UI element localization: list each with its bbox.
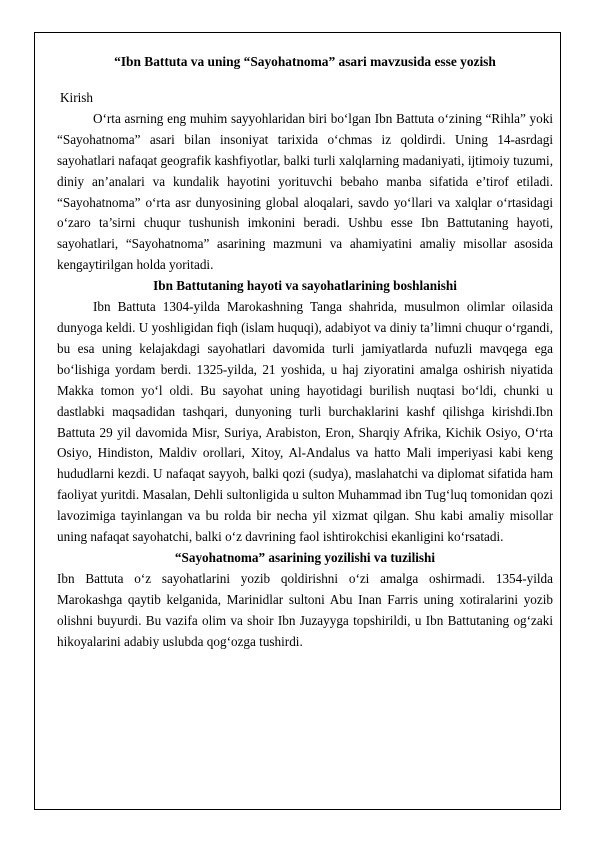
section2-paragraph: Ibn Battuta o‘z sayohatlarini yozib qoldirishni o‘zi amalga oshirmadi. 1354-yilda Marokashga qaytib kelganida, Marinidlar sultoni Abu Inan Farris uning xotiralarini yozib olishni buyurdi. Bu vazifa olim va shoir Ibn Juzayyga topshirildi, u Ibn Battutaning og‘zaki hikoyalarini adabiy uslubda qog‘ozga tushirdi.: [57, 570, 553, 649]
intro-heading: Kirish: [60, 90, 93, 105]
document-body: [57, 52, 553, 652]
section2-heading: “Sayohatnoma” asarining yozilishi va tuzilishi: [174, 549, 436, 565]
document-title: “Ibn Battuta va uning “Sayohatnoma” asari mavzusida esse yozish: [114, 54, 496, 69]
section1-heading: Ibn Battutaning hayoti va sayohatlarining boshlanishi: [153, 278, 457, 294]
section1-paragraph: Ibn Battuta 1304-yilda Marokashning Tanga shahrida, musulmon olimlar oilasida dunyoga keldi. U yoshligidan fiqh (islam huquqi), adabiyot va diniy ta’limni chuqur o‘rgandi, bu esa uning kelajakdagi sayohatlari davomida turli jamiyatlarda nufuzli mavqega ega bo‘lishiga yordam berdi. 1325-yilda, 21 yoshida, u haj ziyoratini amalga oshirish niyatida Makka tomon yo‘l oldi. Bu sayohat uning hayotidagi burilish nuqtasi bo‘ldi, chunki u dastlabki maqsadidan tashqari, dunyoning turli burchaklarini kashf qilishga kirishdi.Ibn Battuta 29 yil davomida Misr, Suriya, Arabiston, Eron, Sharqiy Afrika, Kichik Osiyo, O‘rta Osiyo, Hindiston, Maldiv orollari, Xitoy, Al-Andalus va hatto Mali imperiyasi kabi keng hududlarni kezdi. U nafaqat sayyoh, balki qozi (sudya), maslahatchi va diplomat sifatida ham faoliyat yuritdi. Masalan, Dehli sultonligida u sulton Muhammad ibn Tug‘luq tomonidan qozi lavozimiga tayinlangan va bu rolda bir necha yil xizmat qilgan. Shu kabi amaliy misollar uning nafaqat sayohatchi, balki o‘z davrining faol ishtirokchisi ekanligini ko‘rsatadi.: [57, 299, 553, 545]
intro-paragraph: O‘rta asrning eng muhim sayyohlaridan biri bo‘lgan Ibn Battuta o‘zining “Rihla” yoki “Sayohatnoma” asari bilan insoniyat tarixida o‘chmas iz qoldirdi. Uning 14-asrdagi sayohatlari nafaqat geografik kashfiyotlar, balki turli xalqlarning madaniyati, ijtimoiy tuzumi, diniy an’analari va kundalik hayotini yorituvchi bebaho manba sifatida e’tirof etiladi. “Sayohatnoma” o‘rta asr dunyosining global aloqalari, savdo yo‘llari va xalqlar o‘rtasidagi o‘zaro ta’sirni chuqur tushunish imkonini beradi. Ushbu esse Ibn Battutaning hayoti, sayohatlari, “Sayohatnoma” asarining mazmuni va ahamiyatini amaliy misollar asosida kengaytirilgan holda yoritadi.: [57, 110, 553, 273]
